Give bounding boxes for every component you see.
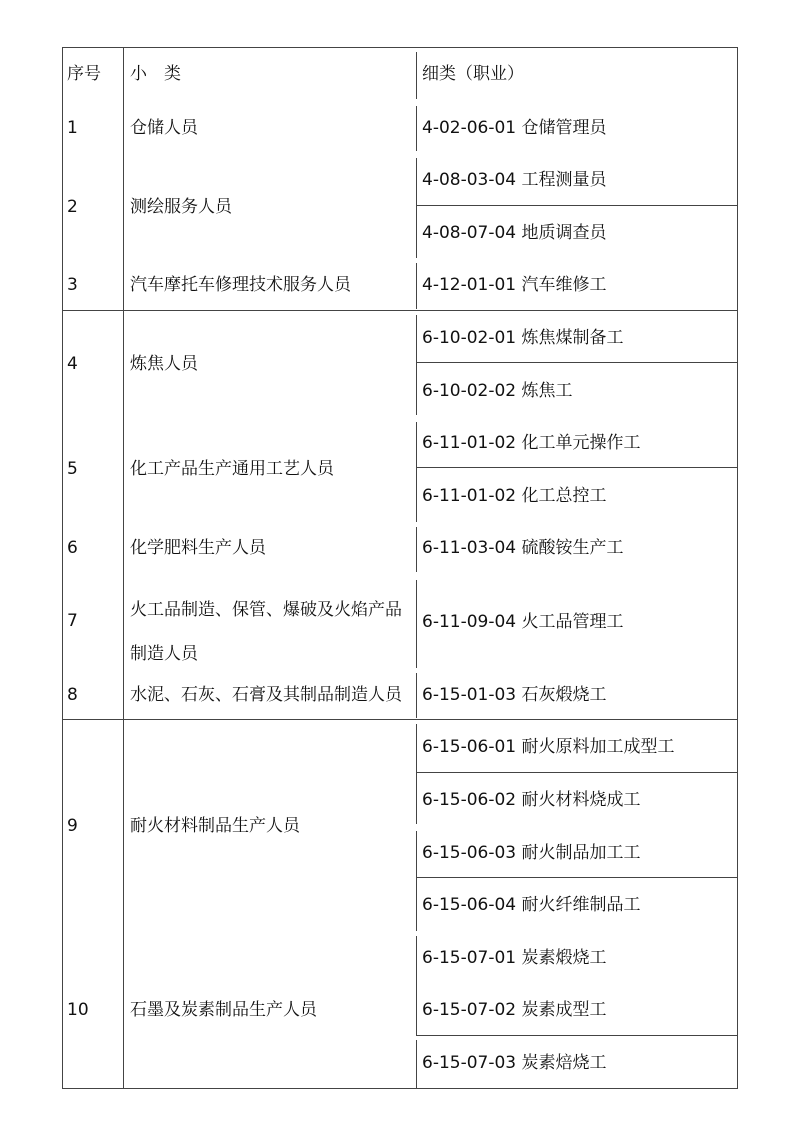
- detail-divider: [416, 362, 738, 363]
- row-minor-category: 化工产品生产通用工艺人员: [130, 459, 334, 479]
- row-seq: 10: [67, 1000, 89, 1020]
- row-minor-category: 水泥、石灰、石膏及其制品制造人员: [130, 685, 402, 705]
- column-divider-2: [416, 673, 417, 718]
- row-seq: 8: [67, 685, 78, 705]
- detail-occupation: 6-15-01-03 石灰煅烧工: [422, 685, 607, 705]
- row-minor-category: 测绘服务人员: [130, 197, 232, 217]
- detail-divider: [416, 205, 738, 206]
- row-seq: 6: [67, 538, 78, 558]
- row-minor-category: 耐火材料制品生产人员: [130, 816, 300, 836]
- row-seq: 7: [67, 611, 78, 631]
- table-bottom-border: [62, 1088, 738, 1089]
- detail-occupation: 4-08-03-04 工程测量员: [422, 170, 607, 190]
- column-divider-2: [416, 52, 417, 99]
- detail-divider: [416, 1035, 738, 1036]
- detail-occupation: 6-15-07-03 炭素焙烧工: [422, 1053, 607, 1073]
- detail-occupation: 6-15-06-01 耐火原料加工成型工: [422, 737, 675, 757]
- row-seq: 3: [67, 275, 78, 295]
- table-right-border: [737, 47, 738, 1089]
- section-divider: [62, 310, 738, 311]
- column-divider-2: [416, 936, 417, 1036]
- column-divider-2: [416, 422, 417, 522]
- detail-divider: [416, 877, 738, 878]
- row-minor-category: 石墨及炭素制品生产人员: [130, 1000, 317, 1020]
- row-seq: 1: [67, 118, 78, 138]
- row-minor-category: 火工品制造、保管、爆破及火焰产品制造人员: [130, 600, 402, 664]
- column-divider-2: [416, 263, 417, 309]
- detail-occupation: 6-11-01-02 化工总控工: [422, 486, 607, 506]
- detail-occupation: 6-15-06-03 耐火制品加工工: [422, 843, 641, 863]
- detail-occupation: 6-11-03-04 硫酸铵生产工: [422, 538, 624, 558]
- column-divider-2: [416, 1040, 417, 1088]
- detail-divider: [416, 467, 738, 468]
- column-divider-1: [123, 47, 124, 1089]
- row-minor-category: 仓储人员: [130, 118, 198, 138]
- header-detail-occupation: 细类（职业）: [422, 64, 524, 84]
- detail-occupation: 6-15-06-02 耐火材料烧成工: [422, 790, 641, 810]
- detail-occupation: 6-15-07-02 炭素成型工: [422, 1000, 607, 1020]
- detail-occupation: 4-02-06-01 仓储管理员: [422, 118, 607, 138]
- detail-occupation: 6-10-02-01 炼焦煤制备工: [422, 328, 624, 348]
- row-seq: 9: [67, 816, 78, 836]
- section-divider: [62, 719, 738, 720]
- column-divider-2: [416, 831, 417, 931]
- row-seq: 2: [67, 197, 78, 217]
- detail-occupation: 6-11-09-04 火工品管理工: [422, 612, 624, 632]
- row-minor-category: 化学肥料生产人员: [130, 538, 266, 558]
- row-minor-category: 炼焦人员: [130, 354, 198, 374]
- table-left-border: [62, 47, 63, 1089]
- detail-occupation: 6-15-06-04 耐火纤维制品工: [422, 895, 641, 915]
- table-top-border: [62, 47, 738, 48]
- header-minor-category: 小 类: [130, 64, 181, 84]
- column-divider-2: [416, 580, 417, 668]
- column-divider-2: [416, 724, 417, 824]
- detail-divider: [416, 772, 738, 773]
- row-minor-category: 汽车摩托车修理技术服务人员: [130, 275, 351, 295]
- detail-occupation: 4-08-07-04 地质调查员: [422, 223, 607, 243]
- row-seq: 5: [67, 459, 78, 479]
- column-divider-2: [416, 315, 417, 415]
- detail-occupation: 6-15-07-01 炭素煅烧工: [422, 948, 607, 968]
- header-seq: 序号: [67, 64, 101, 84]
- detail-occupation: 6-11-01-02 化工单元操作工: [422, 433, 641, 453]
- column-divider-2: [416, 527, 417, 572]
- column-divider-2: [416, 106, 417, 151]
- row-seq: 4: [67, 354, 78, 374]
- column-divider-2: [416, 158, 417, 258]
- detail-occupation: 6-10-02-02 炼焦工: [422, 381, 573, 401]
- detail-occupation: 4-12-01-01 汽车维修工: [422, 275, 607, 295]
